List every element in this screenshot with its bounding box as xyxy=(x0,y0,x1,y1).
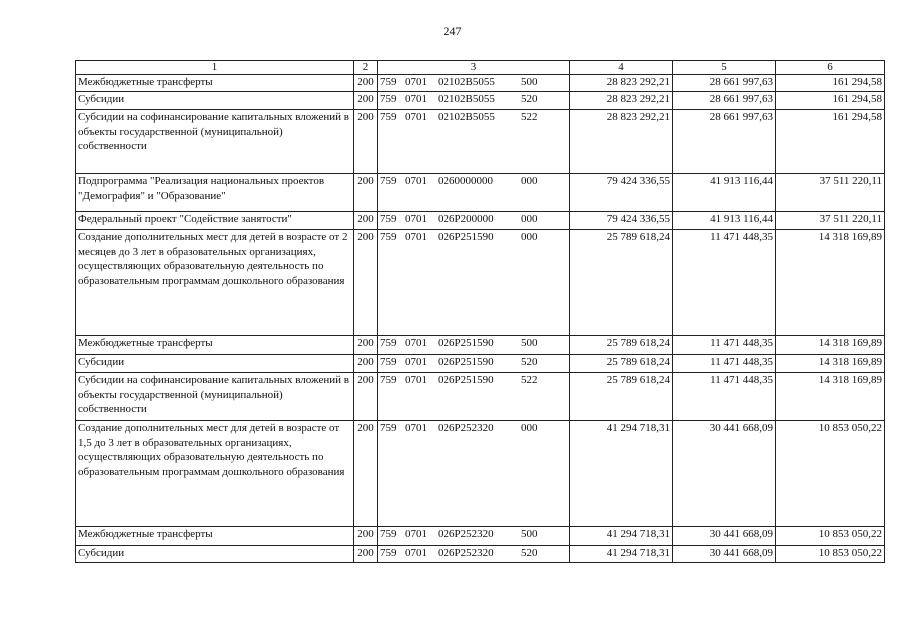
row-amount-col5: 11 471 448,35 xyxy=(673,336,776,355)
row-amount-col5: 11 471 448,35 xyxy=(673,373,776,421)
header-col-6: 6 xyxy=(776,61,885,75)
code-section: 0701 xyxy=(405,528,427,540)
code-ministry: 759 xyxy=(380,374,397,386)
row-name: Создание дополнительных мест для детей в возрасте от 2 месяцев до 3 лет в образовательных организациях, осуществляющих образовательную деятельность по образовательным программам дошкольного образования xyxy=(76,230,354,336)
row-amount-col4: 25 789 618,24 xyxy=(570,355,673,373)
row-amount-col4: 25 789 618,24 xyxy=(570,230,673,336)
code-expense-type: 520 xyxy=(521,93,538,105)
header-col-5: 5 xyxy=(673,61,776,75)
row-group-code: 200 xyxy=(354,110,378,174)
code-target: 02102B5055 xyxy=(438,111,495,123)
row-group-code: 200 xyxy=(354,527,378,546)
page-number: 247 xyxy=(443,24,462,38)
code-expense-type: 500 xyxy=(521,76,538,88)
code-section: 0701 xyxy=(405,356,427,368)
header-col-1: 1 xyxy=(76,61,354,75)
code-expense-type: 000 xyxy=(521,231,538,243)
row-amount-col5: 30 441 668,09 xyxy=(673,546,776,563)
code-ministry: 759 xyxy=(380,93,397,105)
row-amount-col5: 41 913 116,44 xyxy=(673,212,776,230)
row-amount-col4: 79 424 336,55 xyxy=(570,174,673,212)
row-name: Межбюджетные трансферты xyxy=(76,527,354,546)
table-row xyxy=(76,174,885,212)
row-amount-col5: 28 661 997,63 xyxy=(673,110,776,174)
table-body xyxy=(76,75,885,563)
code-target: 0260000000 xyxy=(438,175,493,187)
code-section: 0701 xyxy=(405,111,427,123)
code-ministry: 759 xyxy=(380,337,397,349)
row-name: Субсидии на софинансирование капитальных вложений в объекты государственной (муниципальной) собственности xyxy=(76,110,354,174)
code-section: 0701 xyxy=(405,175,427,187)
code-expense-type: 500 xyxy=(521,528,538,540)
row-budget-code xyxy=(378,230,570,336)
row-amount-col6: 10 853 050,22 xyxy=(776,546,885,563)
header-row xyxy=(76,61,885,75)
code-ministry: 759 xyxy=(380,422,397,434)
row-budget-code xyxy=(378,336,570,355)
code-target: 02102B5055 xyxy=(438,76,495,88)
row-group-code: 200 xyxy=(354,546,378,563)
row-amount-col4: 28 823 292,21 xyxy=(570,92,673,110)
row-amount-col6: 14 318 169,89 xyxy=(776,373,885,421)
code-target: 026P252320 xyxy=(438,547,494,559)
budget-table xyxy=(75,60,885,563)
row-name: Подпрограмма "Реализация национальных проектов "Демография" и "Образование" xyxy=(76,174,354,212)
code-ministry: 759 xyxy=(380,111,397,123)
code-expense-type: 000 xyxy=(521,175,538,187)
row-name: Субсидии на софинансирование капитальных вложений в объекты государственной (муниципальной) собственности xyxy=(76,373,354,421)
code-ministry: 759 xyxy=(380,356,397,368)
row-amount-col5: 30 441 668,09 xyxy=(673,421,776,527)
row-group-code: 200 xyxy=(354,373,378,421)
code-ministry: 759 xyxy=(380,231,397,243)
row-group-code: 200 xyxy=(354,212,378,230)
table-row xyxy=(76,421,885,527)
row-name: Межбюджетные трансферты xyxy=(76,336,354,355)
table-row xyxy=(76,92,885,110)
table-row xyxy=(76,355,885,373)
code-section: 0701 xyxy=(405,422,427,434)
row-budget-code xyxy=(378,92,570,110)
row-amount-col5: 30 441 668,09 xyxy=(673,527,776,546)
row-budget-code xyxy=(378,212,570,230)
row-amount-col5: 28 661 997,63 xyxy=(673,75,776,92)
code-section: 0701 xyxy=(405,213,427,225)
code-expense-type: 000 xyxy=(521,422,538,434)
row-group-code: 200 xyxy=(354,421,378,527)
row-amount-col4: 25 789 618,24 xyxy=(570,373,673,421)
row-amount-col4: 41 294 718,31 xyxy=(570,546,673,563)
code-target: 026P251590 xyxy=(438,337,494,349)
row-budget-code xyxy=(378,174,570,212)
row-amount-col6: 161 294,58 xyxy=(776,75,885,92)
code-target: 02102B5055 xyxy=(438,93,495,105)
row-amount-col6: 161 294,58 xyxy=(776,110,885,174)
row-name: Субсидии xyxy=(76,92,354,110)
row-amount-col4: 28 823 292,21 xyxy=(570,75,673,92)
table-row xyxy=(76,230,885,336)
table-row xyxy=(76,110,885,174)
row-amount-col6: 10 853 050,22 xyxy=(776,421,885,527)
row-budget-code xyxy=(378,373,570,421)
row-group-code: 200 xyxy=(354,92,378,110)
row-amount-col5: 11 471 448,35 xyxy=(673,355,776,373)
header-col-2: 2 xyxy=(354,61,378,75)
code-ministry: 759 xyxy=(380,547,397,559)
code-target: 026P252320 xyxy=(438,528,494,540)
code-target: 026P251590 xyxy=(438,356,494,368)
code-expense-type: 500 xyxy=(521,337,538,349)
row-amount-col6: 37 511 220,11 xyxy=(776,212,885,230)
row-budget-code xyxy=(378,421,570,527)
table-row xyxy=(76,546,885,563)
row-amount-col6: 14 318 169,89 xyxy=(776,355,885,373)
code-ministry: 759 xyxy=(380,213,397,225)
row-amount-col5: 28 661 997,63 xyxy=(673,92,776,110)
row-budget-code xyxy=(378,546,570,563)
row-group-code: 200 xyxy=(354,336,378,355)
table-row xyxy=(76,75,885,92)
row-name: Субсидии xyxy=(76,355,354,373)
code-section: 0701 xyxy=(405,374,427,386)
row-amount-col6: 14 318 169,89 xyxy=(776,336,885,355)
table-row xyxy=(76,373,885,421)
code-expense-type: 000 xyxy=(521,213,538,225)
row-amount-col6: 37 511 220,11 xyxy=(776,174,885,212)
row-amount-col4: 41 294 718,31 xyxy=(570,421,673,527)
row-budget-code xyxy=(378,355,570,373)
code-expense-type: 520 xyxy=(521,356,538,368)
code-section: 0701 xyxy=(405,93,427,105)
code-section: 0701 xyxy=(405,76,427,88)
code-target: 026P251590 xyxy=(438,374,494,386)
code-section: 0701 xyxy=(405,231,427,243)
code-target: 026P251590 xyxy=(438,231,494,243)
row-budget-code xyxy=(378,75,570,92)
code-expense-type: 520 xyxy=(521,547,538,559)
code-target: 026P200000 xyxy=(438,213,494,225)
row-amount-col6: 161 294,58 xyxy=(776,92,885,110)
row-name: Создание дополнительных мест для детей в возрасте от 1,5 до 3 лет в образовательных организациях, осуществляющих образовательную деятельность по образовательным программам дошкольного образования xyxy=(76,421,354,527)
row-amount-col5: 41 913 116,44 xyxy=(673,174,776,212)
table-row xyxy=(76,212,885,230)
code-expense-type: 522 xyxy=(521,111,538,123)
row-amount-col4: 28 823 292,21 xyxy=(570,110,673,174)
table-row xyxy=(76,336,885,355)
code-section: 0701 xyxy=(405,337,427,349)
row-amount-col4: 79 424 336,55 xyxy=(570,212,673,230)
row-budget-code xyxy=(378,527,570,546)
row-amount-col5: 11 471 448,35 xyxy=(673,230,776,336)
row-group-code: 200 xyxy=(354,75,378,92)
row-group-code: 200 xyxy=(354,230,378,336)
row-name: Субсидии xyxy=(76,546,354,563)
table-row xyxy=(76,527,885,546)
header-col-3: 3 xyxy=(378,61,570,75)
row-budget-code xyxy=(378,110,570,174)
row-amount-col4: 25 789 618,24 xyxy=(570,336,673,355)
code-ministry: 759 xyxy=(380,175,397,187)
header-col-4: 4 xyxy=(570,61,673,75)
code-section: 0701 xyxy=(405,547,427,559)
row-name: Федеральный проект "Содействие занятости" xyxy=(76,212,354,230)
row-group-code: 200 xyxy=(354,355,378,373)
code-expense-type: 522 xyxy=(521,374,538,386)
row-amount-col6: 10 853 050,22 xyxy=(776,527,885,546)
code-target: 026P252320 xyxy=(438,422,494,434)
code-ministry: 759 xyxy=(380,76,397,88)
row-name: Межбюджетные трансферты xyxy=(76,75,354,92)
row-amount-col6: 14 318 169,89 xyxy=(776,230,885,336)
row-amount-col4: 41 294 718,31 xyxy=(570,527,673,546)
row-group-code: 200 xyxy=(354,174,378,212)
code-ministry: 759 xyxy=(380,528,397,540)
